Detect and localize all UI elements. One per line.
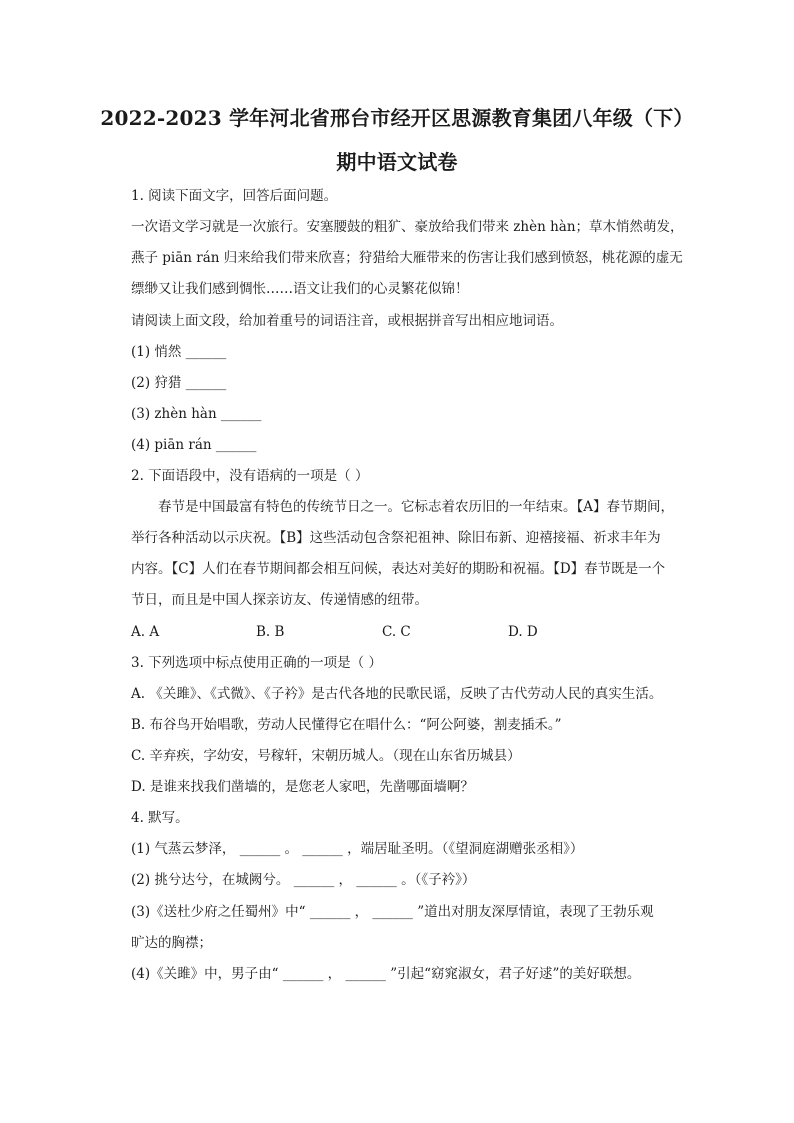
q4-item-3-continued: 旷达的胸襟； bbox=[131, 935, 212, 951]
q2-passage-line4: 节日，而且是中国人探亲访友、传递情感的纽带。 bbox=[131, 592, 428, 608]
q2-stem: 2. 下面语段中，没有语病的一项是（ ） bbox=[131, 468, 369, 484]
q2-passage-line3: 内容。【C】人们在春节期间都会相互问候，表达对美好的期盼和祝福。【D】春节既是一个 bbox=[131, 561, 666, 577]
q1-item-4: (4) piān rán ______ bbox=[131, 437, 257, 453]
q4-stem: 4. 默写。 bbox=[131, 810, 189, 826]
q3-option-c: C. 辛弃疾，字幼安，号稼轩，宋朝历城人。（现在山东省历城县） bbox=[131, 748, 521, 764]
q2-option-b: B. B bbox=[256, 624, 285, 640]
exam-title-line2: 期中语文试卷 bbox=[336, 150, 458, 174]
q1-passage-line2: 燕子 piān rán 归来给我们带来欣喜；狩猎给大雁带来的伤害让我们感到愤怒，桃花源的虚无 bbox=[131, 250, 683, 266]
q3-option-d: D. 是谁来找我们凿墙的，是您老人家吧，先凿哪面墙啊？ bbox=[131, 779, 474, 795]
q1-instruction: 请阅读上面文段，给加着重号的词语注音，或根据拼音写出相应地词语。 bbox=[131, 313, 563, 329]
q1-item-1: (1) 悄然 ______ bbox=[131, 344, 227, 360]
q1-stem: 1. 阅读下面文字，回答后面问题。 bbox=[131, 188, 338, 204]
exam-title-line1: 2022-2023 学年河北省邢台市经开区思源教育集团八年级（下） bbox=[100, 106, 694, 130]
q4-item-3: (3)《送杜少府之任蜀州》中“ ______ ， ______ ”道出对朋友深厚情谊，表现了王勃乐观 bbox=[131, 904, 654, 920]
q1-passage-line3: 缥缈又让我们感到惆怅……语文让我们的心灵繁花似锦！ bbox=[131, 281, 469, 297]
q4-item-4: (4)《关雎》中，男子由“ ______ ， ______ ”引起“窈窕淑女，君子好逑”的美好联想。 bbox=[131, 966, 641, 982]
q3-option-a: A. 《关雎》、《式微》、《子衿》是古代各地的民歌民谣，反映了古代劳动人民的真实生活。 bbox=[131, 686, 663, 702]
q2-option-a: A. A bbox=[131, 624, 160, 640]
q2-passage-line2: 举行各种活动以示庆祝。【B】这些活动包含祭祀祖神、除旧布新、迎禧接福、祈求丰年为 bbox=[131, 530, 661, 546]
q2-passage-line1: 春节是中国最富有特色的传统节日之一。它标志着农历旧的一年结束。【A】春节期间， bbox=[158, 499, 674, 515]
q1-passage-line1: 一次语文学习就是一次旅行。安塞腰鼓的粗犷、豪放给我们带来 zhèn hàn；草木悄然萌发， bbox=[131, 219, 684, 235]
q4-item-1: (1) 气蒸云梦泽， ______ 。 ______ ，端居耻圣明。（《望洞庭湖赠张丞相》） bbox=[131, 841, 584, 857]
q3-option-b: B. 布谷鸟开始唱歌，劳动人民懂得它在唱什么：“阿公阿婆，割麦插禾。” bbox=[131, 717, 562, 733]
q3-stem: 3. 下列选项中标点使用正确的一项是（ ） bbox=[131, 655, 382, 671]
q1-item-3: (3) zhèn hàn ______ bbox=[131, 406, 262, 422]
q2-option-c: C. C bbox=[382, 624, 411, 640]
q1-item-2: (2) 狩猎 ______ bbox=[131, 375, 227, 391]
q2-option-d: D. D bbox=[508, 624, 538, 640]
q4-item-2: (2) 挑兮达兮，在城阙兮。 ______ ， ______ 。（《子衿》） bbox=[131, 872, 476, 888]
